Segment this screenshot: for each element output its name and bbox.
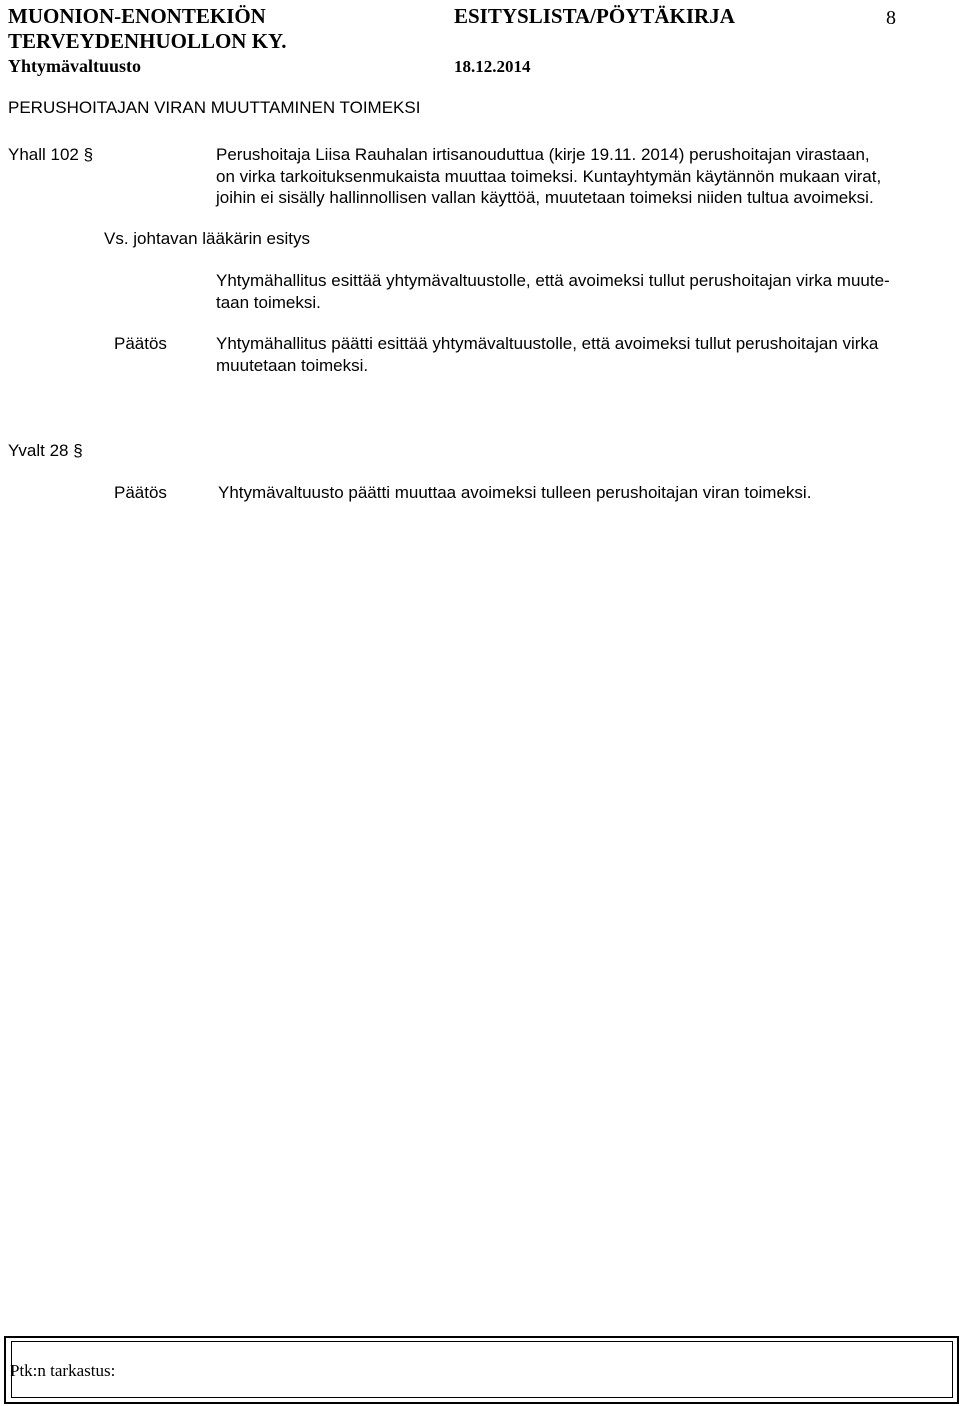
meeting-date: 18.12.2014 [454,57,531,76]
minutes-review-label: Ptk:n tarkastus: [10,1361,116,1380]
proposal-paragraph [216,270,890,313]
decision-line: muutetaan toimeksi. [216,355,369,375]
item-reference-yhall: Yhall 102 § [8,145,94,164]
organization-name-line2: TERVEYDENHUOLLON KY. [8,29,287,53]
page-number: 8 [886,7,896,29]
section-title: PERUSHOITAJAN VIRAN MUUTTAMINEN TOIMEKSI [8,98,421,117]
organization-name-line1: MUONION-ENONTEKIÖN [8,4,266,28]
intro-paragraph [216,144,881,209]
proposal-line: taan toimeksi. [216,292,321,312]
decision-label-yvalt: Päätös [114,483,167,502]
decision-line: Yhtymähallitus päätti esittää yhtymävaltuustolle, että avoimeksi tullut perushoitajan virka [216,334,879,353]
proposal-label: Vs. johtavan lääkärin esitys [104,229,310,248]
meeting-body: Yhtymävaltuusto [8,56,142,76]
intro-line: joihin ei sisälly hallinnollisen vallan käyttöä, muutetaan toimeksi niiden tultua avoimeksi. [216,188,874,207]
proposal-line: Yhtymähallitus esittää yhtymävaltuustolle, että avoimeksi tullut perushoitajan virka muute- [216,271,890,290]
decision-paragraph [216,333,878,376]
intro-line: Perushoitaja Liisa Rauhalan irtisanouduttua (kirje 19.11. 2014) perushoitajan virastaan, [216,145,870,164]
item-reference-yvalt: Yvalt 28 § [8,441,83,460]
decision-label: Päätös [114,334,167,353]
minutes-review-inner-border [11,1341,953,1398]
minutes-review-box [4,1336,959,1404]
document-type: ESITYSLISTA/PÖYTÄKIRJA [454,4,735,28]
decision-text-yvalt: Yhtymävaltuusto päätti muuttaa avoimeksi tulleen perushoitajan viran toimeksi. [218,483,812,502]
intro-line: on virka tarkoituksenmukaista muuttaa toimeksi. Kuntayhtymän käytännön mukaan virat, [216,166,882,186]
